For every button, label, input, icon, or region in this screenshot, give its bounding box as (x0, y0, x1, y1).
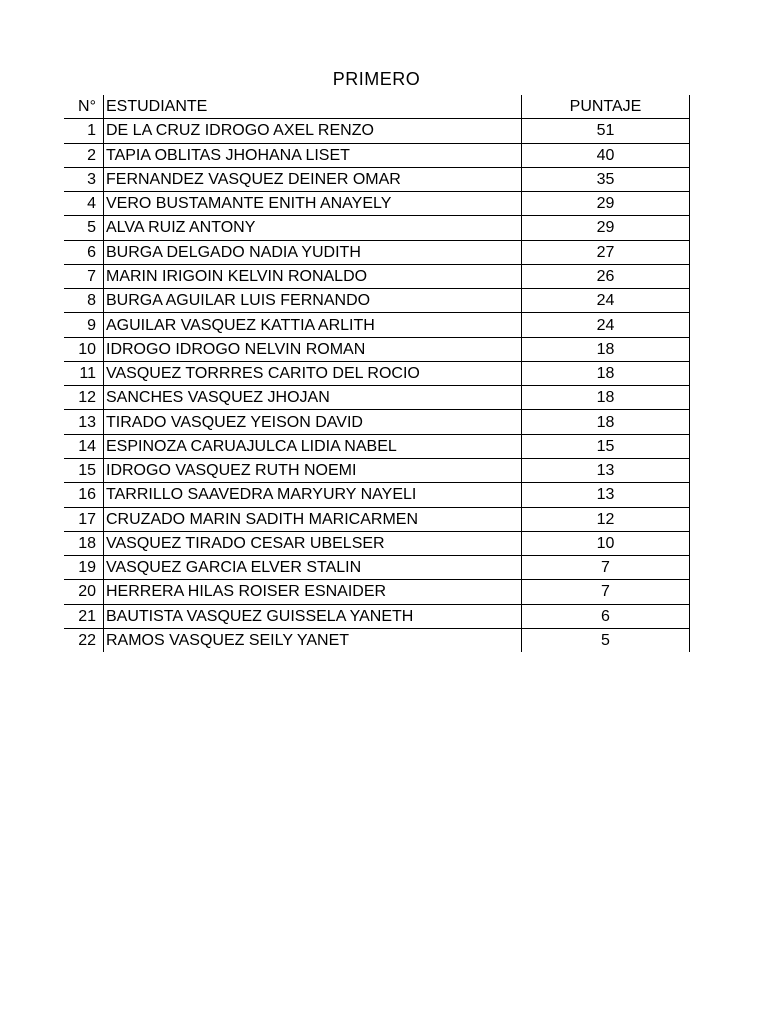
page-title: PRIMERO (332, 69, 421, 89)
header-number: N° (64, 95, 104, 119)
table-row (64, 167, 690, 191)
student-name: RAMOS VASQUEZ SEILY YANET (104, 628, 522, 652)
student-score: 26 (522, 264, 690, 288)
table-header-row (64, 95, 690, 119)
student-name: VASQUEZ TORRRES CARITO DEL ROCIO (104, 361, 522, 385)
table-row (64, 434, 690, 458)
row-number: 7 (64, 264, 104, 288)
student-name: AGUILAR VASQUEZ KATTIA ARLITH (104, 313, 522, 337)
table-row (64, 580, 690, 604)
table-row (64, 556, 690, 580)
table-row (64, 531, 690, 555)
table-row (64, 507, 690, 531)
row-number: 18 (64, 531, 104, 555)
student-score: 13 (522, 458, 690, 482)
student-name: CRUZADO MARIN SADITH MARICARMEN (104, 507, 522, 531)
student-name: TIRADO VASQUEZ YEISON DAVID (104, 410, 522, 434)
student-name: BURGA DELGADO NADIA YUDITH (104, 240, 522, 264)
scores-table-body (64, 95, 690, 652)
row-number: 10 (64, 337, 104, 361)
row-number: 13 (64, 410, 104, 434)
row-number: 12 (64, 386, 104, 410)
table-row (64, 216, 690, 240)
student-score: 7 (522, 580, 690, 604)
row-number: 6 (64, 240, 104, 264)
table-row (64, 143, 690, 167)
row-number: 4 (64, 192, 104, 216)
student-name: DE LA CRUZ IDROGO AXEL RENZO (104, 119, 522, 143)
row-number: 5 (64, 216, 104, 240)
student-score: 18 (522, 337, 690, 361)
student-name: FERNANDEZ VASQUEZ DEINER OMAR (104, 167, 522, 191)
row-number: 15 (64, 458, 104, 482)
row-number: 14 (64, 434, 104, 458)
row-number: 19 (64, 556, 104, 580)
student-score: 6 (522, 604, 690, 628)
row-number: 22 (64, 628, 104, 652)
student-score: 24 (522, 289, 690, 313)
student-score: 29 (522, 216, 690, 240)
row-number: 16 (64, 483, 104, 507)
student-name: VASQUEZ GARCIA ELVER STALIN (104, 556, 522, 580)
student-score: 29 (522, 192, 690, 216)
table-row (64, 386, 690, 410)
table-row (64, 119, 690, 143)
student-name: ESPINOZA CARUAJULCA LIDIA NABEL (104, 434, 522, 458)
student-score: 15 (522, 434, 690, 458)
table-row (64, 289, 690, 313)
table-row (64, 604, 690, 628)
student-score: 40 (522, 143, 690, 167)
row-number: 3 (64, 167, 104, 191)
table-row (64, 337, 690, 361)
student-score: 27 (522, 240, 690, 264)
table-row (64, 264, 690, 288)
student-name: SANCHES VASQUEZ JHOJAN (104, 386, 522, 410)
row-number: 17 (64, 507, 104, 531)
scores-table (64, 95, 690, 652)
student-name: BURGA AGUILAR LUIS FERNANDO (104, 289, 522, 313)
student-score: 13 (522, 483, 690, 507)
student-name: HERRERA HILAS ROISER ESNAIDER (104, 580, 522, 604)
student-name: MARIN IRIGOIN KELVIN RONALDO (104, 264, 522, 288)
table-row (64, 410, 690, 434)
row-number: 21 (64, 604, 104, 628)
header-score: PUNTAJE (522, 95, 690, 119)
table-row (64, 628, 690, 652)
student-score: 7 (522, 556, 690, 580)
table-row (64, 240, 690, 264)
student-name: IDROGO VASQUEZ RUTH NOEMI (104, 458, 522, 482)
student-score: 18 (522, 361, 690, 385)
student-score: 51 (522, 119, 690, 143)
student-score: 5 (522, 628, 690, 652)
student-name: BAUTISTA VASQUEZ GUISSELA YANETH (104, 604, 522, 628)
row-number: 9 (64, 313, 104, 337)
student-name: VASQUEZ TIRADO CESAR UBELSER (104, 531, 522, 555)
student-name: IDROGO IDROGO NELVIN ROMAN (104, 337, 522, 361)
student-name: ALVA RUIZ ANTONY (104, 216, 522, 240)
table-row (64, 483, 690, 507)
student-score: 10 (522, 531, 690, 555)
row-number: 8 (64, 289, 104, 313)
row-number: 20 (64, 580, 104, 604)
table-row (64, 313, 690, 337)
student-name: TAPIA OBLITAS JHOHANA LISET (104, 143, 522, 167)
table-row (64, 192, 690, 216)
table-row (64, 458, 690, 482)
table-row (64, 361, 690, 385)
student-score: 35 (522, 167, 690, 191)
student-score: 18 (522, 410, 690, 434)
student-name: TARRILLO SAAVEDRA MARYURY NAYELI (104, 483, 522, 507)
student-score: 24 (522, 313, 690, 337)
row-number: 11 (64, 361, 104, 385)
student-name: VERO BUSTAMANTE ENITH ANAYELY (104, 192, 522, 216)
row-number: 2 (64, 143, 104, 167)
student-score: 18 (522, 386, 690, 410)
row-number: 1 (64, 119, 104, 143)
student-score: 12 (522, 507, 690, 531)
header-student: ESTUDIANTE (104, 95, 522, 119)
